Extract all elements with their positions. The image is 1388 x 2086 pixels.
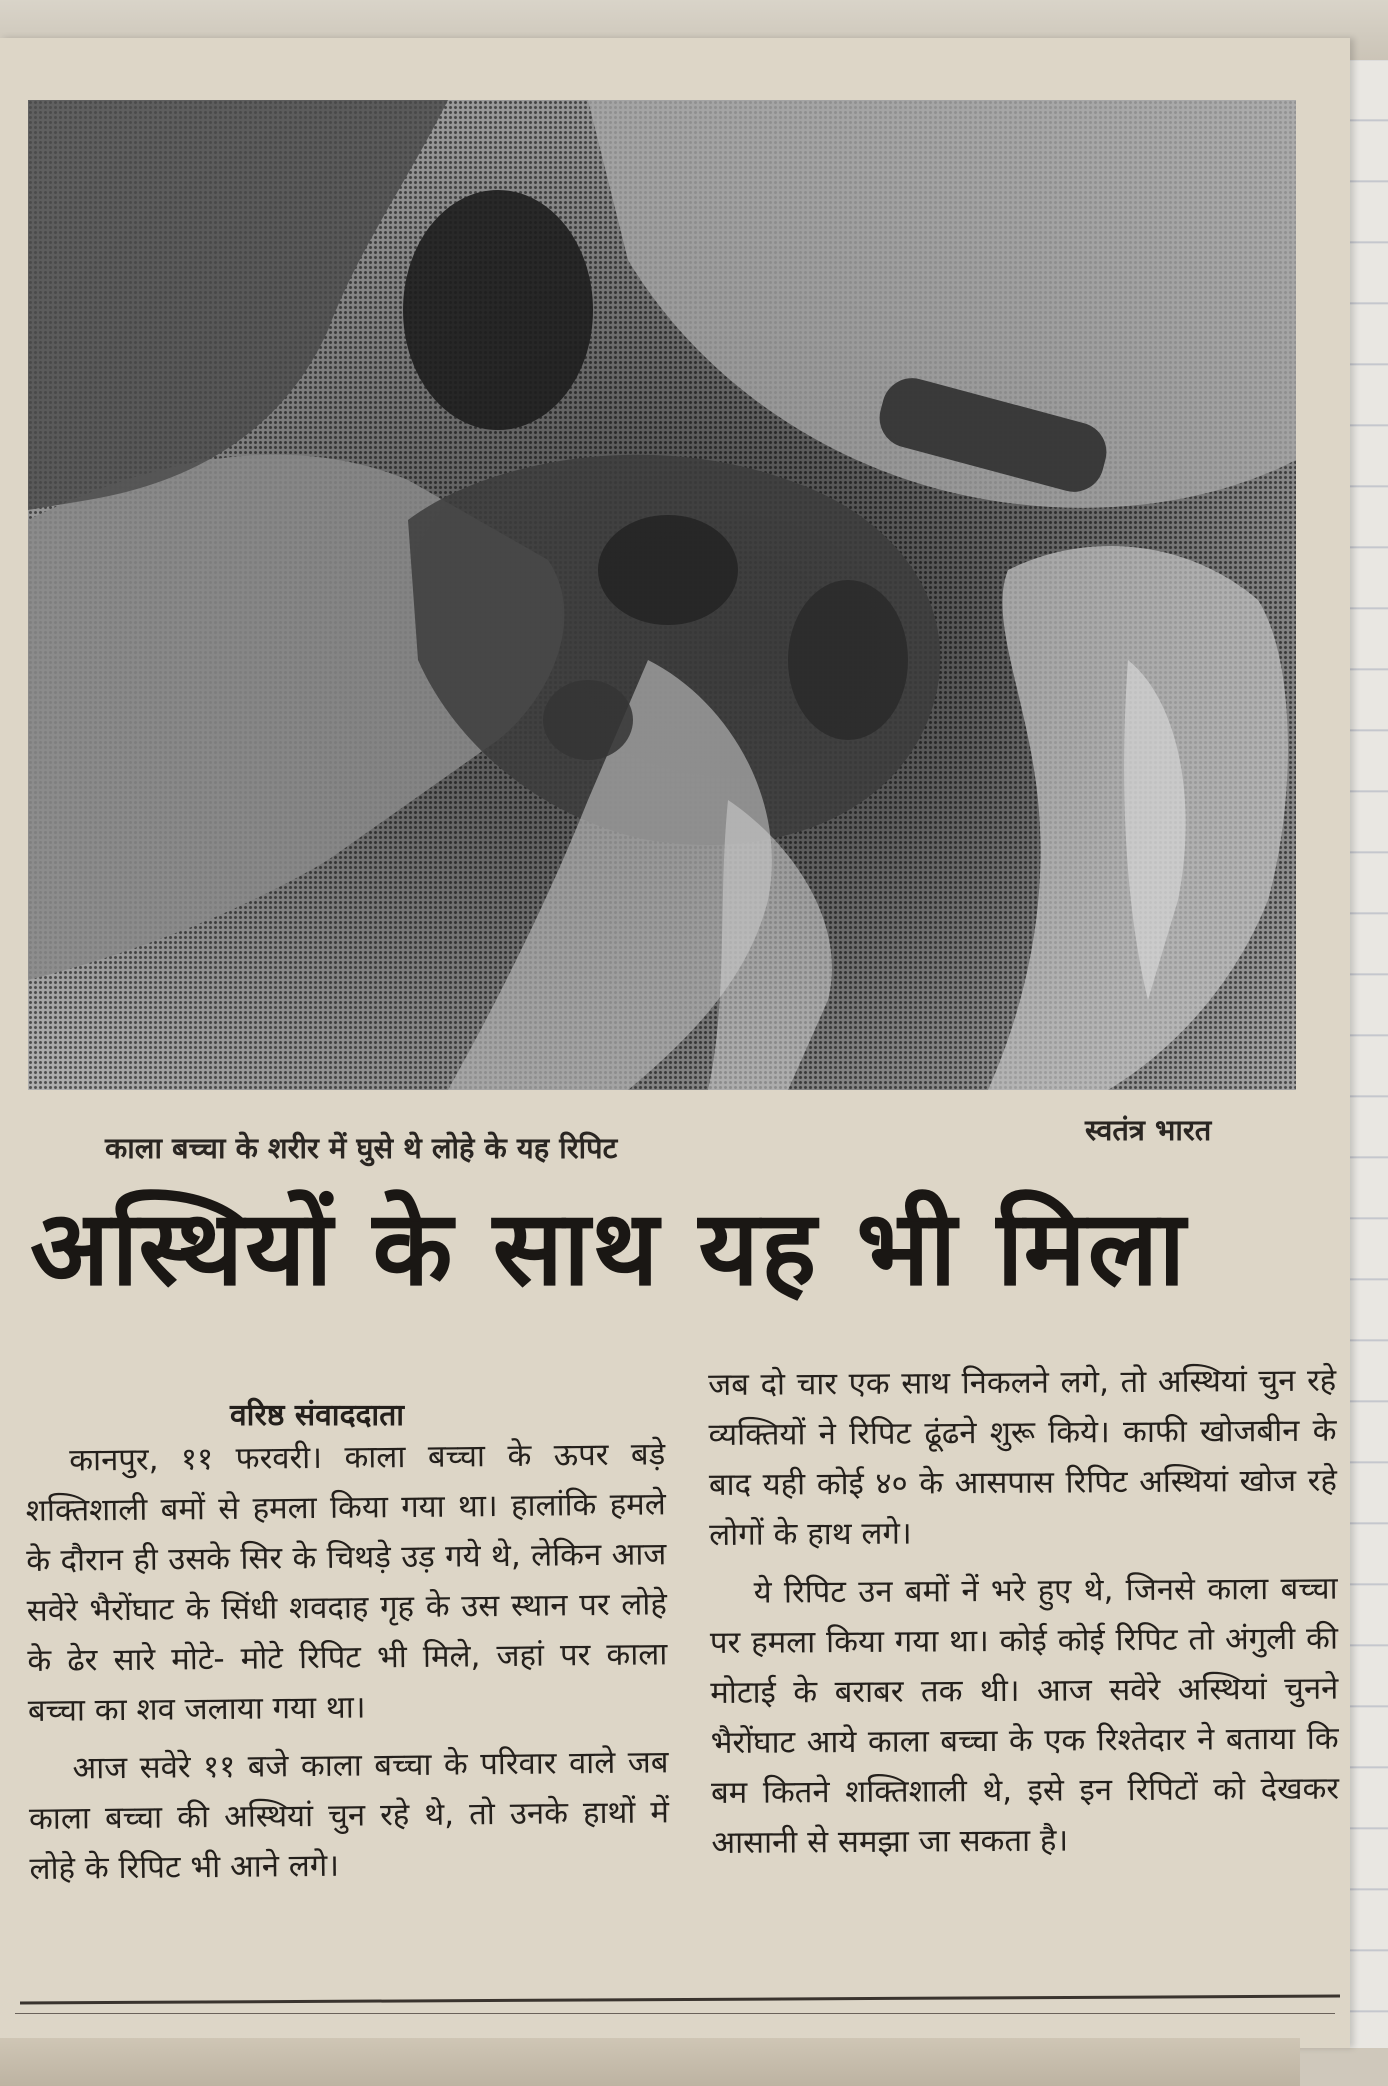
article-paragraph: आज सवेरे ११ बजे काला बच्चा के परिवार वाले जब काला बच्चा की अस्थियां चुन रहे थे, तो उनके हाथों में लोहे के रिपिट भी आने लगे। (28, 1744, 670, 1887)
bottom-rule (20, 1995, 1340, 2005)
photo-credit: स्वतंत्र भारत (1085, 1113, 1212, 1147)
headline: अस्थियों के साथ यह भी मिला (30, 1187, 1188, 1309)
hands-holding-rivets-icon (28, 100, 1296, 1090)
newspaper-clipping (0, 38, 1350, 2048)
clipping-fold (0, 2038, 1300, 2086)
article-column-1 (25, 1429, 670, 1902)
bottom-rule-thin (15, 2013, 1335, 2014)
photo-caption: काला बच्चा के शरीर में घुसे थे लोहे के यह रिपिट (105, 1131, 618, 1165)
article-paragraph: कानपुर, ११ फरवरी। काला बच्चा के ऊपर बड़े शक्तिशाली बमों से हमला किया गया था। हालांकि हमले के दौरान ही उसके सिर के चिथड़े उड़ गये थे, लेकिन आज सवेरे भैरोंघाट के सिंधी शवदाह गृह के उस स्थान पर लोहे के ढेर सारे मोटे- मोटे रिपिट भी मिले, जहां पर काला बच्चा का शव जलाया गया था। (25, 1436, 668, 1729)
article-paragraph: जब दो चार एक साथ निकलने लगे, तो अस्थियां चुन रहे व्यक्तियों ने रिपिट ढूंढने शुरू किये। काफी खोजबीन के बाद यही कोई ४० के आसपास रिपिट अस्थियां खोज रहे लोगों के हाथ लगे। (708, 1362, 1337, 1553)
article-paragraph: ये रिपिट उन बमों नें भरे हुए थे, जिनसे काला बच्चा पर हमला किया गया था। कोई कोई रिपिट तो अंगुली की मोटाई के बराबर तक थी। आज सवेरे अस्थियां चुनने भैरोंघाट आये काला बच्चा के एक रिश्तेदार ने बताया कि बम कितने शक्तिशाली थे, इसे इन रिपिटों को देखकर आसानी से समझा जा सकता है। (709, 1570, 1340, 1861)
byline: वरिष्ठ संवाददाता (230, 1398, 405, 1433)
news-photo (28, 100, 1296, 1090)
article-column-2 (708, 1356, 1340, 1876)
